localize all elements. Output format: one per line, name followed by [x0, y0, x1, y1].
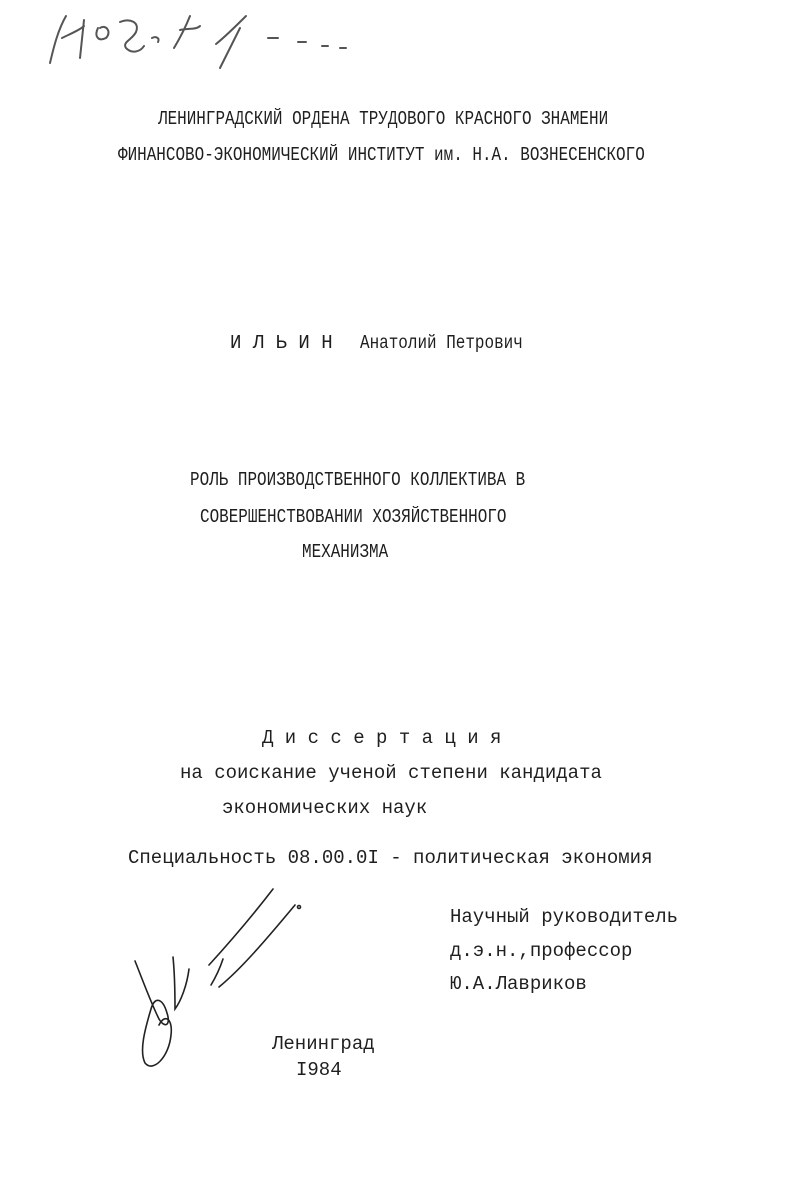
supervisor-degree: д.э.н.,профессор [450, 940, 633, 962]
supervisor-name: Ю.А.Лавриков [450, 973, 587, 995]
year: I984 [296, 1059, 342, 1081]
work-type-line-2: экономических наук [222, 797, 428, 819]
author-given-names: Анатолий Петрович [360, 332, 523, 354]
institution-line-2: ФИНАНСОВО-ЭКОНОМИЧЕСКИЙ ИНСТИТУТ им. Н.А. ВОЗНЕСЕНСКОГО [118, 144, 645, 166]
title-line-1: РОЛЬ ПРОИЗВОДСТВЕННОГО КОЛЛЕКТИВА В [190, 469, 526, 491]
work-type-line-1: на соискание ученой степени кандидата [180, 762, 602, 784]
specialty: Специальность 08.00.0I - политическая экономия [128, 847, 653, 869]
institution-line-1: ЛЕНИНГРАДСКИЙ ОРДЕНА ТРУДОВОГО КРАСНОГО ЗНАМЕНИ [158, 108, 609, 130]
work-type-heading: Д и с с е р т а ц и я [262, 727, 502, 749]
author-surname: И Л Ь И Н [230, 332, 333, 354]
archive-mark [40, 8, 370, 78]
city: Ленинград [272, 1033, 375, 1055]
title-line-2: СОВЕРШЕНСТВОВАНИИ ХОЗЯЙСТВЕННОГО [200, 506, 507, 528]
supervisor-role: Научный руководитель [450, 906, 679, 928]
title-line-3: МЕХАНИЗМА [302, 541, 389, 563]
archive-mark-text: 61:85-9/1 [40, 8, 46, 9]
